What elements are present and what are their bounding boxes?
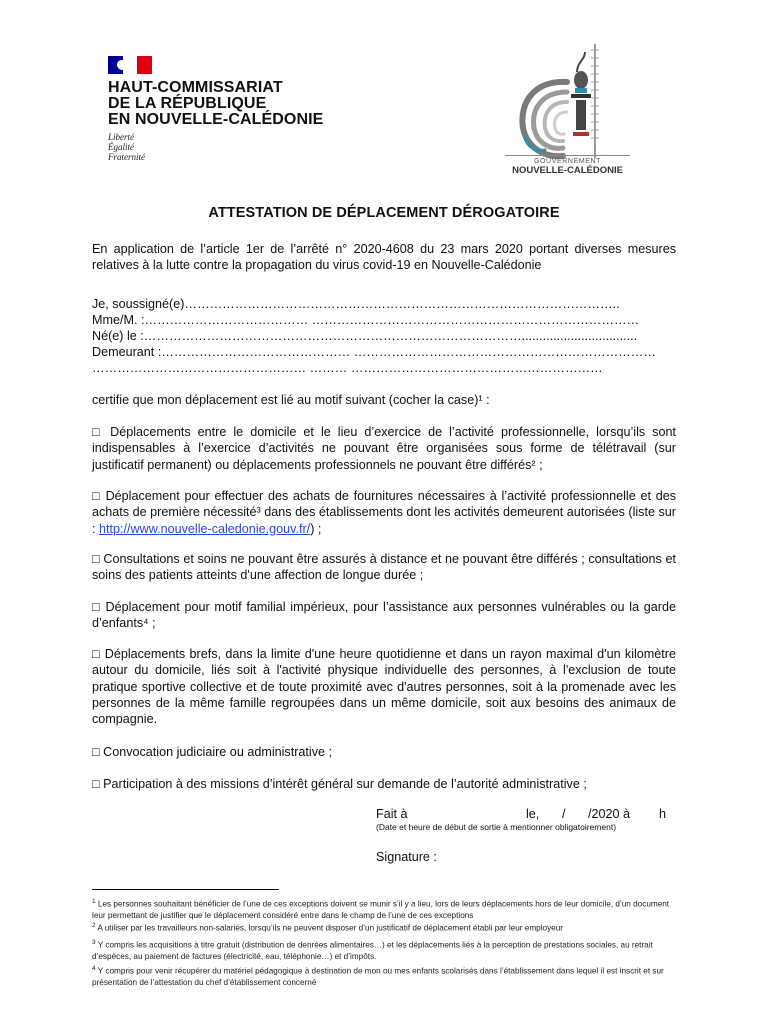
reason-convocation[interactable]: □ Convocation judiciaire ou administrative ; xyxy=(92,745,333,759)
fait-a-label: Fait à xyxy=(376,807,408,821)
date-slash: / xyxy=(562,807,566,821)
footnote-2-number: 2 xyxy=(92,922,96,929)
field-demeurant[interactable]: Demeurant :……………………………………… ……………………………………………………………… xyxy=(92,345,656,359)
footnote-3-number: 3 xyxy=(92,939,96,946)
field-ne-le[interactable]: Né(e) le :………………………………………………………………………………................................. xyxy=(92,329,638,343)
footnote-2 xyxy=(92,920,682,934)
footnote-1-number: 1 xyxy=(92,898,96,905)
field-soussigne[interactable]: Je, soussigné(e)………………………………………………………………………………………….. xyxy=(92,297,620,311)
hour-label: h xyxy=(659,807,667,821)
footnote-3-text: Y compris les acquisitions à titre gratuit (distribution de denrées alimentaires…) et les déplacements liés à la perception de prestations sociales, au retrait d’espèces, au paiement de factures (électricité, eau, téléphonie…) et d’impôts. xyxy=(92,940,653,962)
intro-paragraph: En application de l’article 1er de l’arrêté n° 2020-4608 du 23 mars 2020 portant diverses mesures relatives à la lutte contre la propagation du virus covid-19 en Nouvelle-Calédonie xyxy=(92,242,676,273)
motto-fraternite: Fraternité xyxy=(108,152,145,162)
motto-egalite: Égalité xyxy=(108,142,134,152)
government-caption xyxy=(505,155,630,176)
date-hour-note: (Date et heure de début de sortie à mentionner obligatoirement) xyxy=(376,822,617,832)
footnote-2-text: A utiliser par les travailleurs non-salariés, lorsqu’ils ne peuvent disposer d’un justificatif de déplacement établi par leur employeur xyxy=(97,923,564,933)
motto-liberte: Liberté xyxy=(108,132,134,142)
gov-website-link[interactable]: http://www.nouvelle-caledonie.gouv.fr/ xyxy=(99,521,311,536)
authority-line-2: DE LA RÉPUBLIQUE xyxy=(108,95,267,112)
reason-short-outing[interactable]: □ Déplacements brefs, dans la limite d'une heure quotidienne et dans un rayon maximal d'un kilomètre autour du domicile, liés soit à l'activité physique individuelle des personnes, à l'exclusion de toute pratique sportive collective et de toute proximité avec d'autres personnes, soit à la promenade avec les personnes de la même famille regroupées dans un même domicile, soit aux besoins des animaux de compagnie. xyxy=(92,647,676,727)
reason-purchases-end: ) ; xyxy=(310,521,322,536)
field-mme-m[interactable]: Mme/M. :………………………………… …………………………………………………………………… xyxy=(92,313,640,327)
republic-logo-block xyxy=(108,56,348,162)
reason-professional[interactable]: □ Déplacements entre le domicile et le lieu d’exercice de l’activité professionnelle, lorsqu’ils sont indispensables à l’exercice d’activités ne pouvant être organisées sous forme de télétravail (sur justificatif permanent) ou déplacements professionnels ne pouvant être différés² ; xyxy=(92,425,676,472)
territory-label: NOUVELLE-CALÉDONIE xyxy=(512,165,623,176)
footnote-4-number: 4 xyxy=(92,965,96,972)
field-demeurant-continued[interactable]: …………………………………………… ……… …………………………………………………… xyxy=(92,361,603,375)
signature-label: Signature : xyxy=(376,850,437,864)
footnote-divider xyxy=(92,889,279,890)
reason-purchases[interactable] xyxy=(92,488,676,537)
motto xyxy=(108,132,348,162)
certify-statement: certifie que mon déplacement est lié au motif suivant (cocher la case)¹ : xyxy=(92,393,490,407)
authority-line-3: EN NOUVELLE-CALÉDONIE xyxy=(108,111,324,128)
reason-health[interactable]: □ Consultations et soins ne pouvant être assurés à distance et ne pouvant être différés ; consultations et soins des patients atteints d'une affection de longue durée ; xyxy=(92,552,676,583)
footnote-4 xyxy=(92,963,682,989)
date-le-label: le, xyxy=(526,807,540,821)
footnote-4-text: Y compris pour venir récupérer du matériel pédagogique à destination de mon ou mes enfants scolarisés dans l’établissement dans lequel il est inscrit et sur présentation de l’attestation du chef d’établissement concerné xyxy=(92,966,664,988)
date-year-label: /2020 à xyxy=(588,807,631,821)
reason-purchases-text: □ Déplacement pour effectuer des achats de fournitures nécessaires à l’activité professionnelle et des achats de première nécessité³ dans des établissements dont les activités demeurent autorisées (liste sur : xyxy=(92,489,676,536)
reason-general-interest[interactable]: □ Participation à des missions d’intérêt général sur demande de l’autorité administrative ; xyxy=(92,777,587,791)
marianne-flag-icon xyxy=(108,56,152,74)
document-title: ATTESTATION DE DÉPLACEMENT DÉROGATOIRE xyxy=(208,205,560,221)
footnote-1 xyxy=(92,896,682,922)
reason-family[interactable]: □ Déplacement pour motif familial impérieux, pour l’assistance aux personnes vulnérables ou la garde d’enfants⁴ ; xyxy=(92,600,676,631)
authority-line-1: HAUT-COMMISSARIAT xyxy=(108,79,283,96)
footnote-1-text: Les personnes souhaitant bénéficier de l’une de ces exceptions doivent se munir s’il y a lieu, lors de leurs déplacements hors de leur domicile, d’un document leur permettant de justifier que le déplacement considéré entre dans le champ de l’une de ces exceptions xyxy=(92,899,670,921)
government-label: GOUVERNEMENT xyxy=(505,155,630,165)
footnote-3 xyxy=(92,937,682,963)
